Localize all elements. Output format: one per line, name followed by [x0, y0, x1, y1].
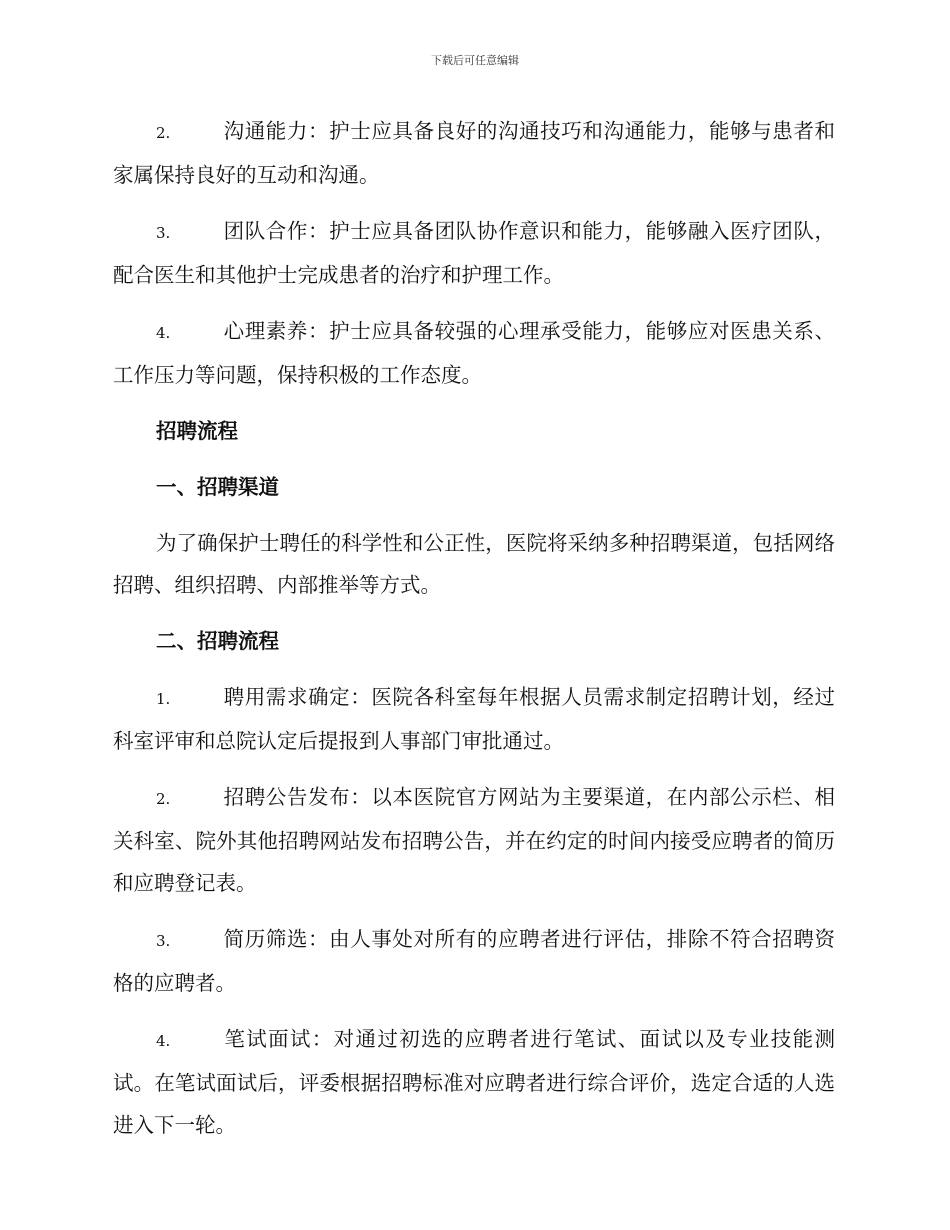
- list-number: 3.: [156, 224, 171, 242]
- list-number: 2.: [156, 790, 171, 808]
- list-number: 3.: [156, 932, 171, 950]
- section-title: 招聘流程: [156, 419, 238, 443]
- list-item: [113, 918, 835, 1004]
- list-item-text: 简历筛选：由人事处对所有的应聘者进行评估，排除不符合招聘资格的应聘者。: [113, 927, 835, 995]
- list-number: 4.: [156, 324, 171, 342]
- list-item-text: 团队合作：护士应具备团队协作意识和能力，能够融入医疗团队，配合医生和其他护士完成患者的治疗和护理工作。: [113, 219, 835, 287]
- list-number: 2.: [156, 124, 171, 142]
- list-item: [113, 776, 835, 904]
- list-item: [113, 1018, 835, 1146]
- list-number: 4.: [156, 1032, 171, 1050]
- list-item: [113, 676, 835, 762]
- document-body: [113, 110, 835, 1160]
- channels-paragraph: 为了确保护士聘任的科学性和公正性，医院将采纳多种招聘渠道，包括网络招聘、组织招聘、内部推举等方式。: [113, 531, 835, 597]
- page-header: 下载后可任意编辑: [431, 54, 519, 67]
- list-item-text: 招聘公告发布：以本医院官方网站为主要渠道，在内部公示栏、相关科室、院外其他招聘网站发布招聘公告，并在约定的时间内接受应聘者的简历和应聘登记表。: [113, 785, 835, 895]
- list-item: [113, 110, 835, 196]
- list-item-text: 笔试面试：对通过初选的应聘者进行笔试、面试以及专业技能测试。在笔试面试后，评委根据招聘标准对应聘者进行综合评价，选定合适的人选进入下一轮。: [113, 1027, 835, 1137]
- list-item-text: 沟通能力：护士应具备良好的沟通技巧和沟通能力，能够与患者和家属保持良好的互动和沟通。: [113, 119, 835, 187]
- list-item: [113, 310, 835, 396]
- list-item-text: 聘用需求确定：医院各科室每年根据人员需求制定招聘计划，经过科室评审和总院认定后提报到人事部门审批通过。: [113, 685, 835, 753]
- list-item: [113, 210, 835, 296]
- channels-heading: 一、招聘渠道: [156, 475, 279, 499]
- list-item-text: 心理素养：护士应具备较强的心理承受能力，能够应对医患关系、工作压力等问题，保持积极的工作态度。: [113, 319, 835, 387]
- process-heading: 二、招聘流程: [156, 629, 279, 653]
- list-number: 1.: [156, 690, 171, 708]
